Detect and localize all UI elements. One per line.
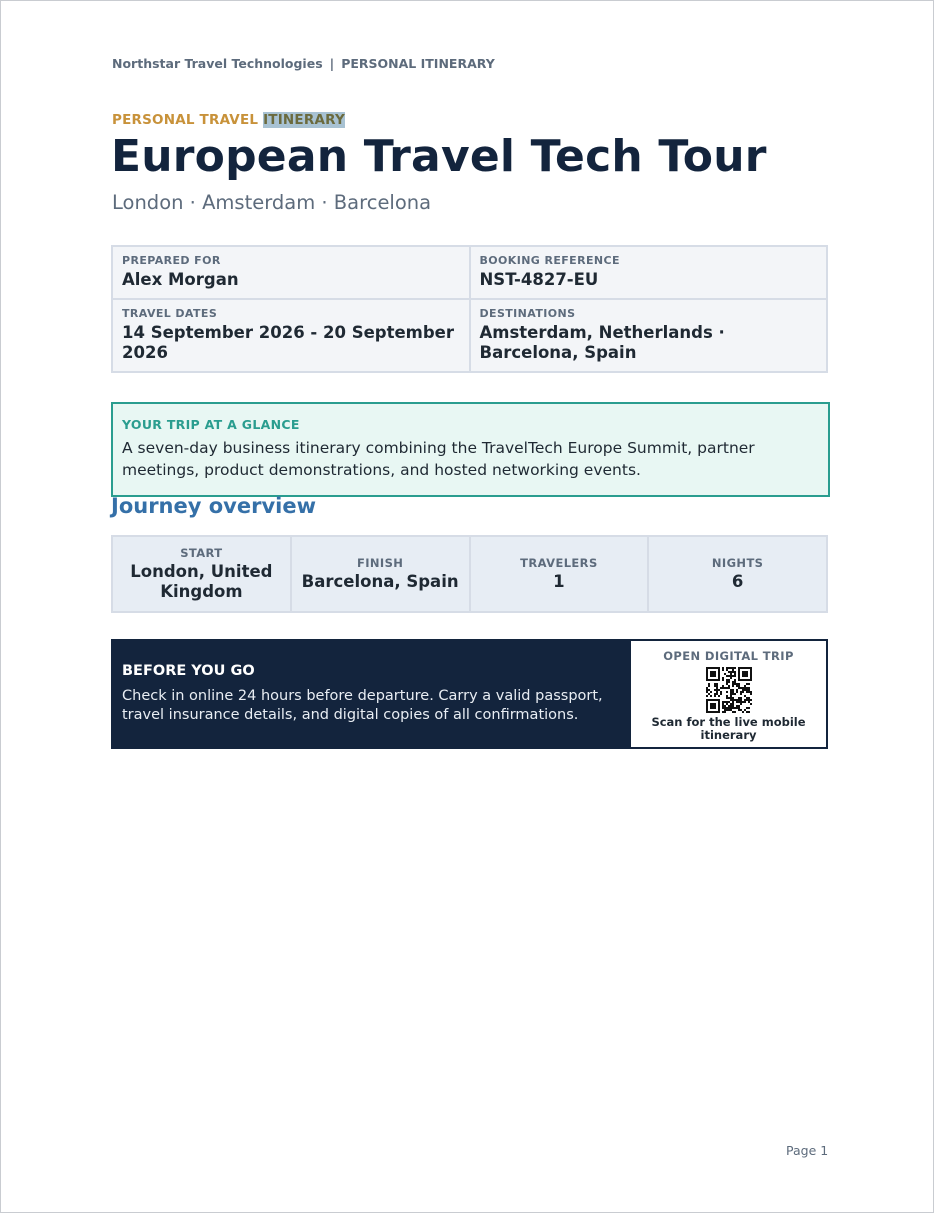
start-value: London, United Kingdom xyxy=(130,562,273,601)
running-header xyxy=(112,56,495,71)
header-separator: | xyxy=(329,56,335,71)
glance-label: YOUR TRIP AT A GLANCE xyxy=(122,417,300,432)
finish-cell xyxy=(291,536,470,612)
page-title: European Travel Tech Tour xyxy=(111,131,767,182)
travelers-label: TRAVELERS xyxy=(520,556,598,570)
prepared-for-label: PREPARED FOR xyxy=(122,254,221,267)
destinations-cell xyxy=(470,299,828,372)
trip-details-table xyxy=(111,245,828,373)
destinations-value: Amsterdam, Netherlands · Barcelona, Spain xyxy=(479,323,725,362)
start-label: START xyxy=(180,546,223,560)
before-you-go-panel xyxy=(111,639,828,749)
before-you-go-heading: BEFORE YOU GO xyxy=(122,663,255,679)
prepared-for-cell xyxy=(112,246,470,299)
qr-code-icon[interactable] xyxy=(706,667,752,713)
finish-value: Barcelona, Spain xyxy=(301,572,459,591)
before-you-go-content xyxy=(122,663,622,725)
company-name: Northstar Travel Technologies xyxy=(112,56,323,71)
journey-overview-table xyxy=(111,535,828,613)
nights-cell xyxy=(648,536,827,612)
document-type: PERSONAL ITINERARY xyxy=(341,56,495,71)
digital-trip-caption: Scan for the live mobile itinerary xyxy=(651,715,806,742)
journey-overview-heading: Journey overview xyxy=(111,494,316,518)
finish-label: FINISH xyxy=(356,556,404,570)
page-number: Page 1 xyxy=(786,1143,829,1158)
nights-value: 6 xyxy=(731,572,744,591)
prepared-for-value: Alex Morgan xyxy=(122,270,239,289)
eyebrow-highlighted-text[interactable]: ITINERARY xyxy=(263,112,345,128)
eyebrow-text: PERSONAL TRAVEL xyxy=(112,112,264,128)
digital-trip-box xyxy=(631,641,826,747)
booking-reference-cell xyxy=(470,246,828,299)
page-subtitle: London · Amsterdam · Barcelona xyxy=(112,191,432,214)
travel-dates-value: 14 September 2026 - 20 September 2026 xyxy=(122,323,455,362)
travel-dates-label: TRAVEL DATES xyxy=(122,307,218,320)
digital-trip-label: OPEN DIGITAL TRIP xyxy=(663,649,794,663)
glance-text: A seven-day business itinerary combining the TravelTech Europe Summit, partner meetings, product demonstrations, and hosted networking events. xyxy=(122,439,755,479)
trip-at-a-glance-callout xyxy=(111,402,830,497)
destinations-label: DESTINATIONS xyxy=(479,307,576,320)
start-cell xyxy=(112,536,291,612)
before-you-go-text: Check in online 24 hours before departure. Carry a valid passport, travel insurance details, and digital copies of all confirmations. xyxy=(122,688,603,723)
travelers-cell xyxy=(470,536,649,612)
booking-reference-label: BOOKING REFERENCE xyxy=(479,254,620,267)
booking-reference-value: NST-4827-EU xyxy=(479,270,599,289)
travelers-value: 1 xyxy=(553,572,565,591)
nights-label: NIGHTS xyxy=(711,556,764,570)
travel-dates-cell xyxy=(112,299,470,372)
eyebrow-label xyxy=(112,112,345,128)
